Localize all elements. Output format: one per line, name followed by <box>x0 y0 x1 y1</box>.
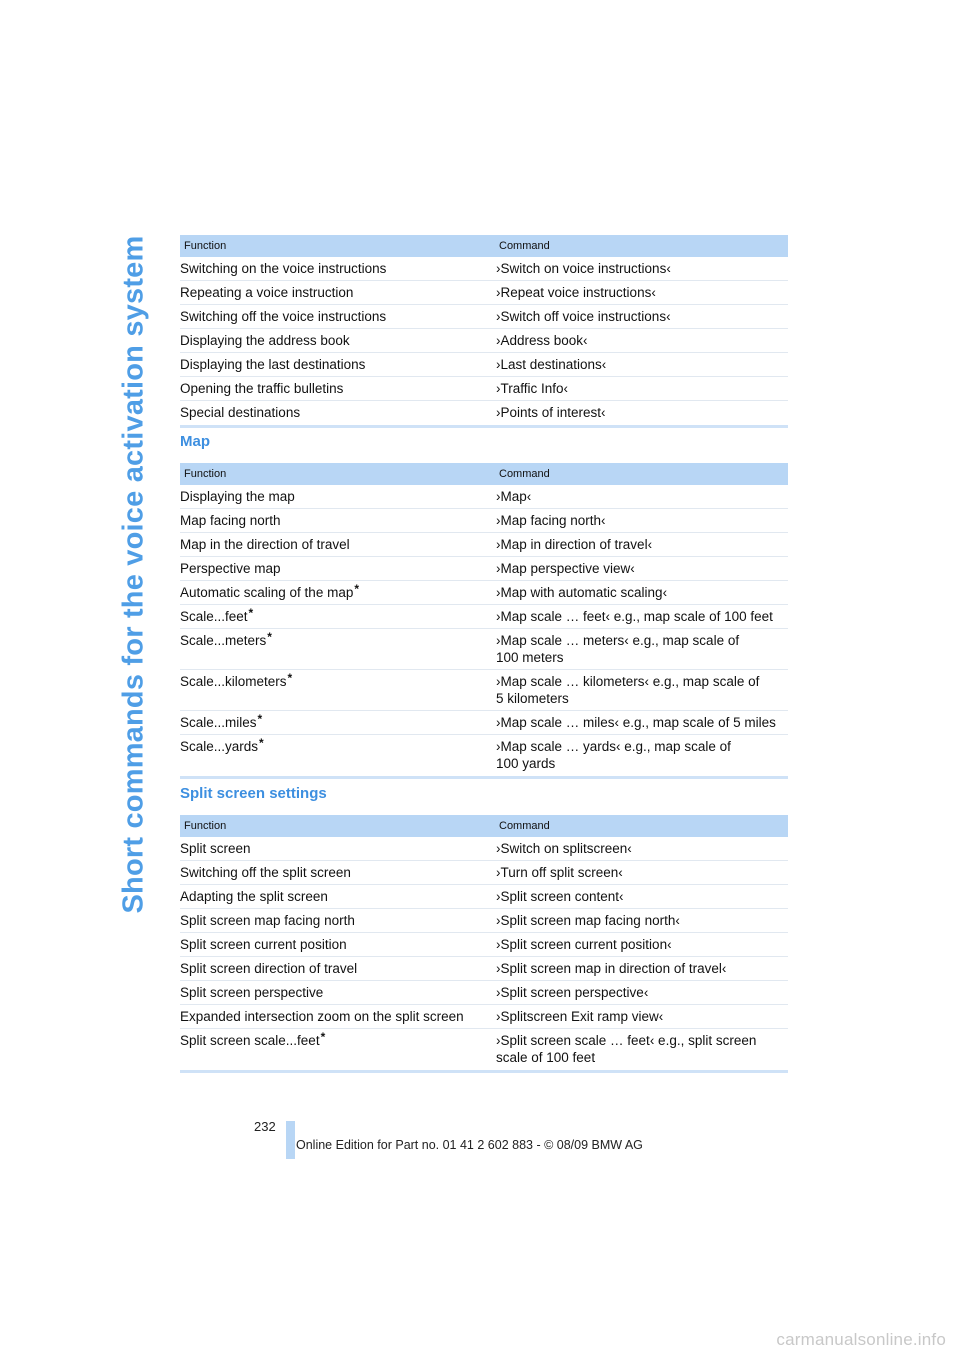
command-text: ›Map perspective view‹ <box>496 561 635 576</box>
footer-edition-text: Online Edition for Part no. 01 41 2 602 883 - © 08/09 BMW AG <box>296 1138 643 1152</box>
function-cell <box>180 933 496 957</box>
table-row <box>180 401 788 427</box>
table-row <box>180 957 788 981</box>
table-row <box>180 533 788 557</box>
table-row <box>180 557 788 581</box>
command-cell <box>496 509 788 533</box>
function-text: Split screen map facing north <box>180 913 355 928</box>
command-text: ›Traffic Info‹ <box>496 381 569 396</box>
function-text: Split screen scale...feet <box>180 1033 320 1048</box>
table-row <box>180 581 788 605</box>
function-cell <box>180 957 496 981</box>
function-cell <box>180 670 496 711</box>
map-commands-table-wrap <box>180 463 788 779</box>
function-text: Displaying the last destinations <box>180 357 366 372</box>
command-cell <box>496 981 788 1005</box>
command-text: ›Last destinations‹ <box>496 357 607 372</box>
command-text: ›Map scale … feet‹ e.g., map scale of 100 feet <box>496 609 773 624</box>
command-cell <box>496 281 788 305</box>
function-cell <box>180 1005 496 1029</box>
table-row <box>180 353 788 377</box>
split-screen-commands-table <box>180 815 788 1073</box>
command-text: ›Switch off voice instructions‹ <box>496 309 671 324</box>
optional-equipment-asterisk: * <box>320 1030 326 1044</box>
table-row <box>180 670 788 711</box>
command-text-line2: 5 kilometers <box>496 691 569 706</box>
function-text: Perspective map <box>180 561 281 576</box>
function-text: Scale...kilometers <box>180 674 287 689</box>
footer-accent-bar <box>286 1121 295 1159</box>
function-cell <box>180 281 496 305</box>
watermark: carmanualsonline.info <box>776 1330 946 1349</box>
optional-equipment-asterisk: * <box>267 630 272 644</box>
function-text: Expanded intersection zoom on the split screen <box>180 1009 464 1024</box>
command-text: ›Repeat voice instructions‹ <box>496 285 656 300</box>
split-screen-commands-table-wrap <box>180 815 788 1073</box>
table-body <box>180 257 788 427</box>
command-cell <box>496 557 788 581</box>
command-cell <box>496 885 788 909</box>
side-chapter-title <box>112 230 156 918</box>
command-text: ›Address book‹ <box>496 333 588 348</box>
function-cell <box>180 711 496 735</box>
command-cell <box>496 711 788 735</box>
function-text: Split screen <box>180 841 251 856</box>
navigation-commands-table <box>180 235 788 428</box>
function-text: Map facing north <box>180 513 281 528</box>
function-cell <box>180 557 496 581</box>
optional-equipment-asterisk: * <box>248 606 254 620</box>
command-text-line2: 100 meters <box>496 650 564 665</box>
function-text: Displaying the address book <box>180 333 350 348</box>
command-cell <box>496 581 788 605</box>
command-text: ›Split screen current position‹ <box>496 937 672 952</box>
command-column-header: Command <box>496 463 788 485</box>
command-cell <box>496 861 788 885</box>
table-row <box>180 861 788 885</box>
command-cell <box>496 329 788 353</box>
function-cell <box>180 861 496 885</box>
function-text: Switching on the voice instructions <box>180 261 387 276</box>
function-text: Scale...feet <box>180 609 248 624</box>
command-cell <box>496 1029 788 1072</box>
command-text: ›Switch on splitscreen‹ <box>496 841 632 856</box>
table-row <box>180 329 788 353</box>
function-cell <box>180 885 496 909</box>
split-screen-section-heading: Split screen settings <box>180 785 327 802</box>
command-text: ›Map‹ <box>496 489 532 504</box>
function-cell <box>180 509 496 533</box>
table-header-row <box>180 235 788 257</box>
command-cell <box>496 353 788 377</box>
function-text: Repeating a voice instruction <box>180 285 354 300</box>
table-header-row <box>180 815 788 837</box>
navigation-commands-table-wrap <box>180 235 788 428</box>
command-text: ›Split screen content‹ <box>496 889 624 904</box>
command-text: ›Split screen map facing north‹ <box>496 913 680 928</box>
command-cell <box>496 629 788 670</box>
table-row <box>180 933 788 957</box>
function-cell <box>180 257 496 281</box>
command-cell <box>496 1005 788 1029</box>
command-text: ›Points of interest‹ <box>496 405 606 420</box>
function-text: Switching off the voice instructions <box>180 309 387 324</box>
command-text: ›Map scale … meters‹ e.g., map scale of <box>496 633 740 648</box>
function-text: Special destinations <box>180 405 301 420</box>
command-text: ›Splitscreen Exit ramp view‹ <box>496 1009 664 1024</box>
function-text: Switching off the split screen <box>180 865 351 880</box>
function-column-header: Function <box>180 235 496 257</box>
function-text: Automatic scaling of the map <box>180 585 354 600</box>
map-commands-table <box>180 463 788 779</box>
function-text: Displaying the map <box>180 489 295 504</box>
command-text: ›Split screen map in direction of travel‹ <box>496 961 727 976</box>
command-cell <box>496 485 788 509</box>
table-row <box>180 885 788 909</box>
command-cell <box>496 377 788 401</box>
table-row <box>180 485 788 509</box>
map-section-heading: Map <box>180 433 210 450</box>
command-cell <box>496 305 788 329</box>
optional-equipment-asterisk: * <box>287 671 293 685</box>
function-cell <box>180 735 496 778</box>
function-cell <box>180 401 496 427</box>
function-cell <box>180 837 496 861</box>
function-cell <box>180 533 496 557</box>
command-column-header: Command <box>496 815 788 837</box>
function-text: Scale...miles <box>180 715 257 730</box>
function-cell <box>180 605 496 629</box>
optional-equipment-asterisk: * <box>259 736 264 750</box>
command-text: ›Split screen scale … feet‹ e.g., split screen <box>496 1033 757 1048</box>
command-cell <box>496 957 788 981</box>
optional-equipment-asterisk: * <box>257 712 263 726</box>
table-header-row <box>180 463 788 485</box>
table-body <box>180 837 788 1072</box>
page-number: 232 <box>254 1119 276 1134</box>
command-text-line2: 100 yards <box>496 756 556 771</box>
command-cell <box>496 933 788 957</box>
table-row <box>180 629 788 670</box>
command-cell <box>496 837 788 861</box>
function-cell <box>180 329 496 353</box>
function-cell <box>180 353 496 377</box>
table-row <box>180 509 788 533</box>
function-cell <box>180 485 496 509</box>
command-text: ›Map scale … yards‹ e.g., map scale of <box>496 739 731 754</box>
function-text: Scale...yards <box>180 739 259 754</box>
table-row <box>180 305 788 329</box>
table-body <box>180 485 788 778</box>
command-text: ›Switch on voice instructions‹ <box>496 261 671 276</box>
function-text: Split screen current position <box>180 937 347 952</box>
command-text: ›Map scale … miles‹ e.g., map scale of 5 miles <box>496 715 776 730</box>
table-row <box>180 281 788 305</box>
table-row <box>180 377 788 401</box>
command-text-line2: scale of 100 feet <box>496 1050 596 1065</box>
function-text: Adapting the split screen <box>180 889 328 904</box>
command-cell <box>496 735 788 778</box>
table-row <box>180 257 788 281</box>
command-cell <box>496 257 788 281</box>
command-text: ›Split screen perspective‹ <box>496 985 649 1000</box>
command-text: ›Map in direction of travel‹ <box>496 537 653 552</box>
function-text: Opening the traffic bulletins <box>180 381 344 396</box>
command-text: ›Map with automatic scaling‹ <box>496 585 668 600</box>
command-cell <box>496 401 788 427</box>
command-text: ›Map scale … kilometers‹ e.g., map scale of <box>496 674 760 689</box>
command-text: ›Turn off split screen‹ <box>496 865 623 880</box>
side-chapter-title-text: Short commands for the voice activation system <box>117 235 150 913</box>
function-cell <box>180 909 496 933</box>
function-cell <box>180 981 496 1005</box>
function-text: Split screen direction of travel <box>180 961 358 976</box>
function-cell <box>180 581 496 605</box>
function-text: Scale...meters <box>180 633 267 648</box>
function-text: Split screen perspective <box>180 985 324 1000</box>
function-cell <box>180 629 496 670</box>
command-cell <box>496 533 788 557</box>
command-column-header: Command <box>496 235 788 257</box>
table-row <box>180 711 788 735</box>
table-row <box>180 981 788 1005</box>
table-row <box>180 837 788 861</box>
table-row <box>180 1005 788 1029</box>
command-text: ›Map facing north‹ <box>496 513 606 528</box>
table-row <box>180 909 788 933</box>
function-cell <box>180 305 496 329</box>
function-column-header: Function <box>180 463 496 485</box>
function-cell <box>180 377 496 401</box>
command-cell <box>496 670 788 711</box>
command-cell <box>496 605 788 629</box>
table-row <box>180 605 788 629</box>
function-cell <box>180 1029 496 1072</box>
optional-equipment-asterisk: * <box>354 582 360 596</box>
table-row <box>180 1029 788 1072</box>
command-cell <box>496 909 788 933</box>
table-row <box>180 735 788 778</box>
function-column-header: Function <box>180 815 496 837</box>
function-text: Map in the direction of travel <box>180 537 350 552</box>
